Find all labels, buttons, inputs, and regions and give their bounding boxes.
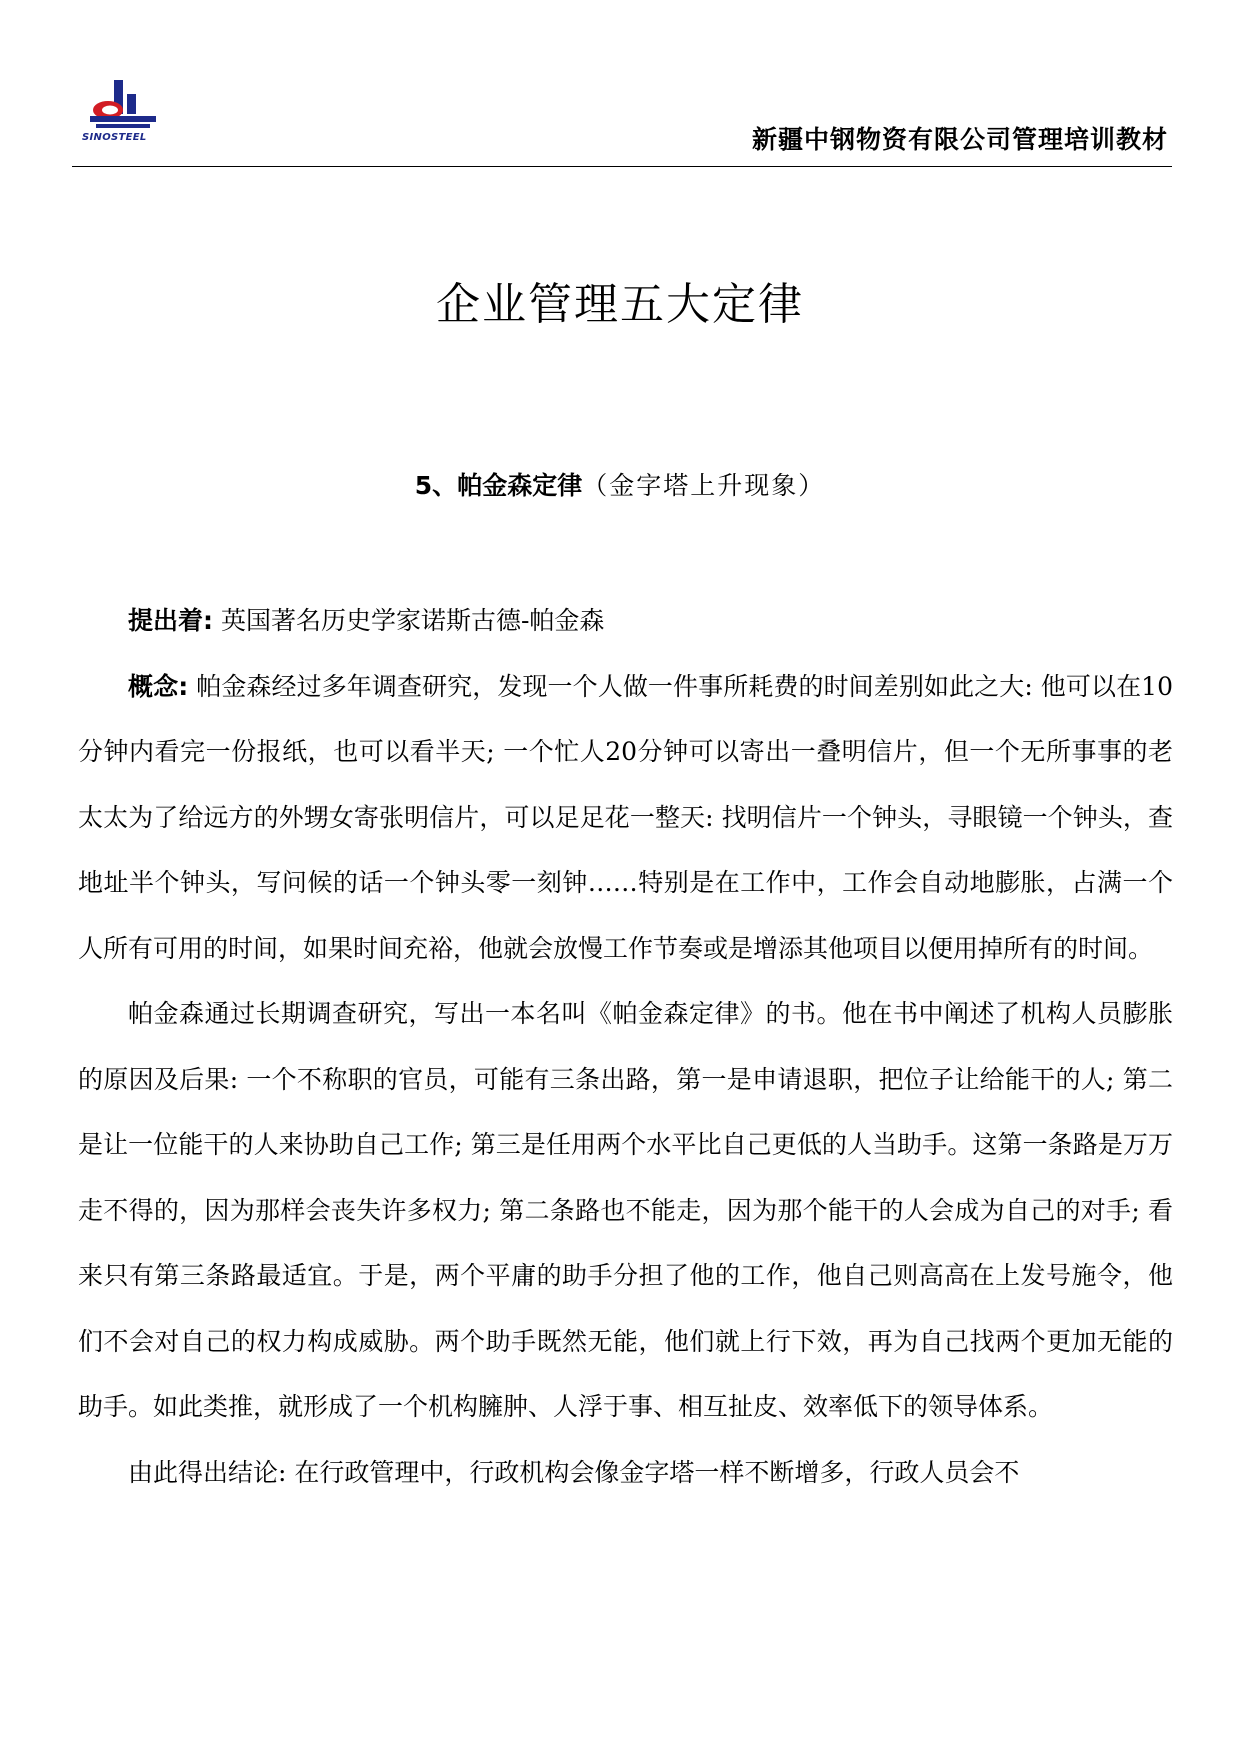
document-body: [78, 588, 1173, 1505]
body-paragraph: 帕金森通过长期调查研究，写出一本名叫《帕金森定律》的书。他在书中阐述了机构人员膨胀的原因及后果: 一个不称职的官员，可能有三条出路，第一是申请退职，把位子让给能干的人; 第二是让一位能干的人来协助自己工作; 第三是任用两个水平比自己更低的人当助手。这第一条路是万万走不得的，因为那样会丧失许多权力; 第二条路也不能走，因为那个能干的人会成为自己的对手; 看来只有第三条路最适宜。于是，两个平庸的助手分担了他的工作，他自己则高高在上发号施令，他们不会对自己的权力构成威胁。两个助手既然无能，他们就上行下效，再为自己找两个更加无能的助手。如此类推，就形成了一个机构臃肿、人浮于事、相互扯皮、效率低下的领导体系。: [78, 999, 1173, 1421]
sinosteel-logo-icon: [82, 80, 162, 136]
header-title: 新疆中钢物资有限公司管理培训教材: [751, 125, 1168, 154]
header-divider: [72, 166, 1172, 167]
conclusion-paragraph: 由此得出结论: 在行政管理中，行政机构会像金字塔一样不断增多，行政人员会不: [128, 1457, 1020, 1487]
concept-text: 帕金森经过多年调查研究，发现一个人做一件事所耗费的时间差别如此之大: 他可以在10分钟内看完一份报纸，也可以看半天; 一个忙人20分钟可以寄出一叠明信片，但一个无所事事的老太太为了给远方的外甥女寄张明信片，可以足足花一整天: 找明信片一个钟头，寻眼镜一个钟头，查地址半个钟头，写问候的话一个钟头零一刻钟……特别是在工作中，工作会自动地膨胀，占满一个人所有可用的时间，如果时间充裕，他就会放慢工作节奏或是增添其他项目以便用掉所有的时间。: [78, 671, 1173, 963]
proposer-paragraph: [78, 588, 1173, 654]
logo-text: SINOSTEEL: [82, 132, 147, 143]
proposer-value: 英国著名历史学家诺斯古德-帕金森: [213, 606, 605, 635]
section-title: 帕金森定律: [457, 471, 583, 500]
sinosteel-logo: [82, 80, 162, 152]
proposer-label: 提出着:: [128, 606, 213, 635]
document-title: 企业管理五大定律: [436, 279, 804, 330]
section-subtitle: （金字塔上升现象）: [582, 471, 826, 500]
section-heading: [0, 466, 1240, 502]
page-header: [72, 70, 1172, 166]
concept-label: 概念:: [128, 671, 189, 701]
concept-paragraph: [78, 654, 1173, 982]
section-number: 5、: [414, 471, 458, 500]
